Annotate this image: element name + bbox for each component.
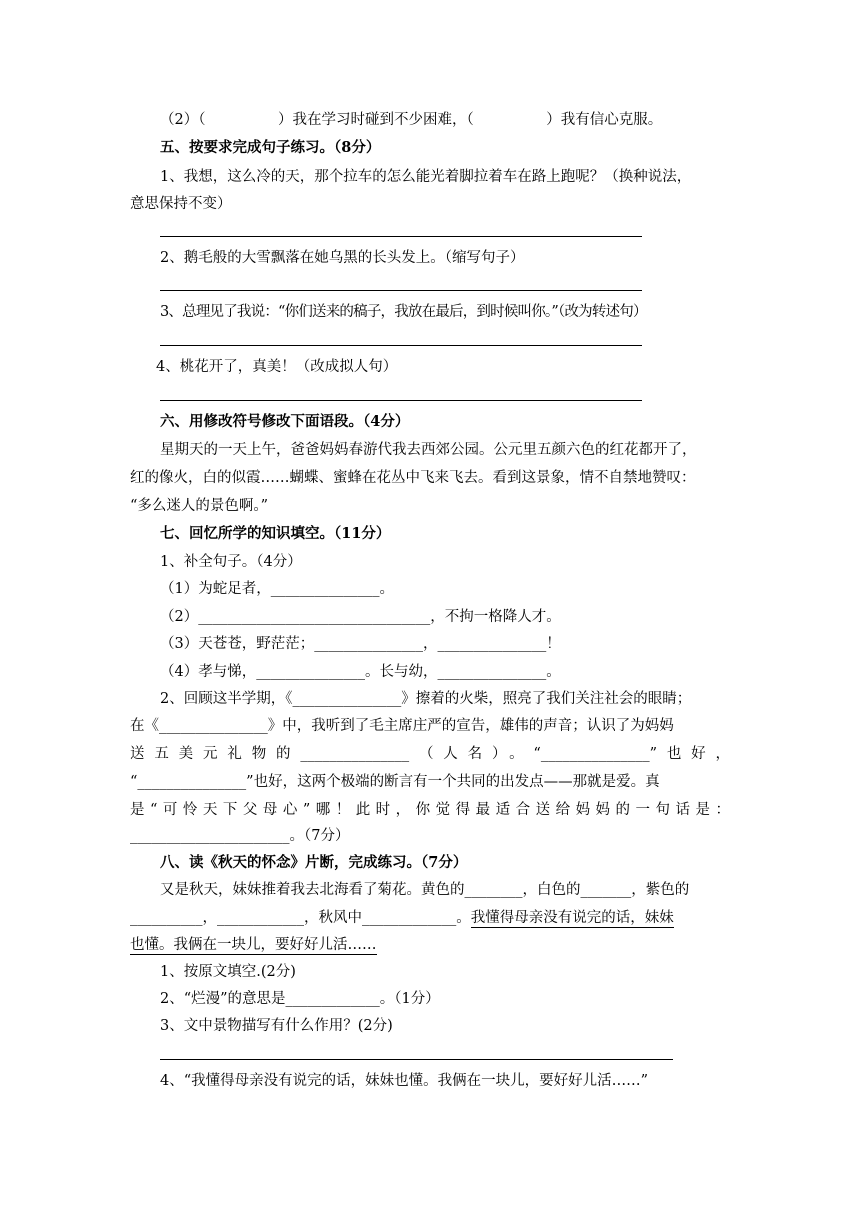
q5-3: 3、总理见了我说：“你们送来的稿子，我放在最后，到时候叫你。”（改为转述句）: [160, 304, 647, 320]
answer-line-5-1[interactable]: [160, 236, 642, 237]
q8-2: 2、“烂漫”的意思是_____________。（1分）: [160, 991, 440, 1007]
answer-line-5-3[interactable]: [160, 345, 642, 346]
q8-1: 1、按原文填空.(2分): [160, 964, 296, 980]
q5-1-line-2: 意思保持不变）: [130, 196, 232, 212]
s6-para-line-3: “多么迷人的景色啊。”: [130, 498, 269, 514]
q7-1-heading: 1、补全句子。（4分）: [160, 554, 302, 570]
q7-1-item-3: （3）天苍苍，野茫茫；_______________，_______________！: [160, 636, 561, 652]
q7-1-item-2: （2）________________________________，不拘一格降人才。: [160, 609, 561, 625]
q7-1-item-4: （4）孝与悌，_______________。长与幼，_______________。: [160, 664, 561, 680]
s8-passage-line-2: [130, 908, 674, 928]
q8-3: 3、文中景物描写有什么作用？(2分): [160, 1018, 393, 1034]
underlined-sentence-part-2: 也懂。我俩在一块儿，要好好儿活……: [130, 937, 377, 953]
section-5-heading: 五、按要求完成句子练习。（8分）: [160, 139, 381, 156]
q7-2-line-2: 在《_______________》中，我听到了毛主席庄严的宣告，雄伟的声音；认识了为妈妈: [130, 718, 674, 734]
q7-2-line-6: ______________________。（7分）: [130, 828, 350, 844]
q5-1-line-1: 1、我想，这么冷的天，那个拉车的怎么能光着脚拉着车在路上跑呢？（换种说法，: [160, 169, 692, 185]
q7-2-line-3: 送五美元礼物的_______________（人名）。“_______________”也好，: [130, 746, 730, 762]
q7-1-item-1: （1）为蛇足者，_______________。: [160, 581, 394, 597]
q5-2: 2、鹅毛般的大雪飘落在她乌黑的长头发上。（缩写句子）: [160, 250, 525, 266]
q5-4: 4、桃花开了，真美！（改成拟人句）: [156, 359, 398, 375]
q7-2-line-1: 2、回顾这半学期，《_______________》擦着的火柴，照亮了我们关注社会的眼睛；: [160, 691, 692, 707]
s6-para-line-1: 星期天的一天上午，爸爸妈妈春游代我去西郊公园。公元里五颜六色的红花都开了，: [160, 442, 697, 458]
q7-2-line-5: 是“可怜天下父母心”哪！此时，你觉得最适合送给妈妈的一句话是：: [130, 802, 730, 818]
q8-4: 4、“我懂得母亲没有说完的话，妹妹也懂。我俩在一块儿，要好好儿活……”: [160, 1073, 649, 1089]
s8-passage-blanks: __________，____________，秋风中_____________。: [130, 910, 471, 926]
answer-line-5-4[interactable]: [160, 400, 642, 401]
underlined-sentence-part-1: 我懂得母亲没有说完的话，妹妹: [470, 910, 674, 926]
s8-passage-line-3: [130, 935, 377, 955]
answer-line-8-3[interactable]: [160, 1059, 673, 1060]
section-6-heading: 六、用修改符号修改下面语段。（4分）: [160, 413, 410, 430]
s8-passage-line-1: 又是秋天，妹妹推着我去北海看了菊花。黄色的________，白色的_______，紫色的: [160, 882, 690, 898]
q7-2-line-4: “_______________”也好，这两个极端的断言有一个共同的出发点——那就是爱。真: [130, 774, 660, 790]
section-8-heading: 八、读《秋天的怀念》片断，完成练习。（7分）: [160, 854, 468, 871]
q4-item-2: （2）（ ）我在学习时碰到不少困难，（ ）我有信心克服。: [160, 112, 663, 128]
s6-para-line-2: 红的像火，白的似霞……蝴蝶、蜜蜂在花丛中飞来飞去。看到这景象，情不自禁地赞叹：: [130, 470, 696, 486]
section-7-heading: 七、回忆所学的知识填空。（11分）: [160, 525, 391, 542]
answer-line-5-2[interactable]: [160, 290, 642, 291]
